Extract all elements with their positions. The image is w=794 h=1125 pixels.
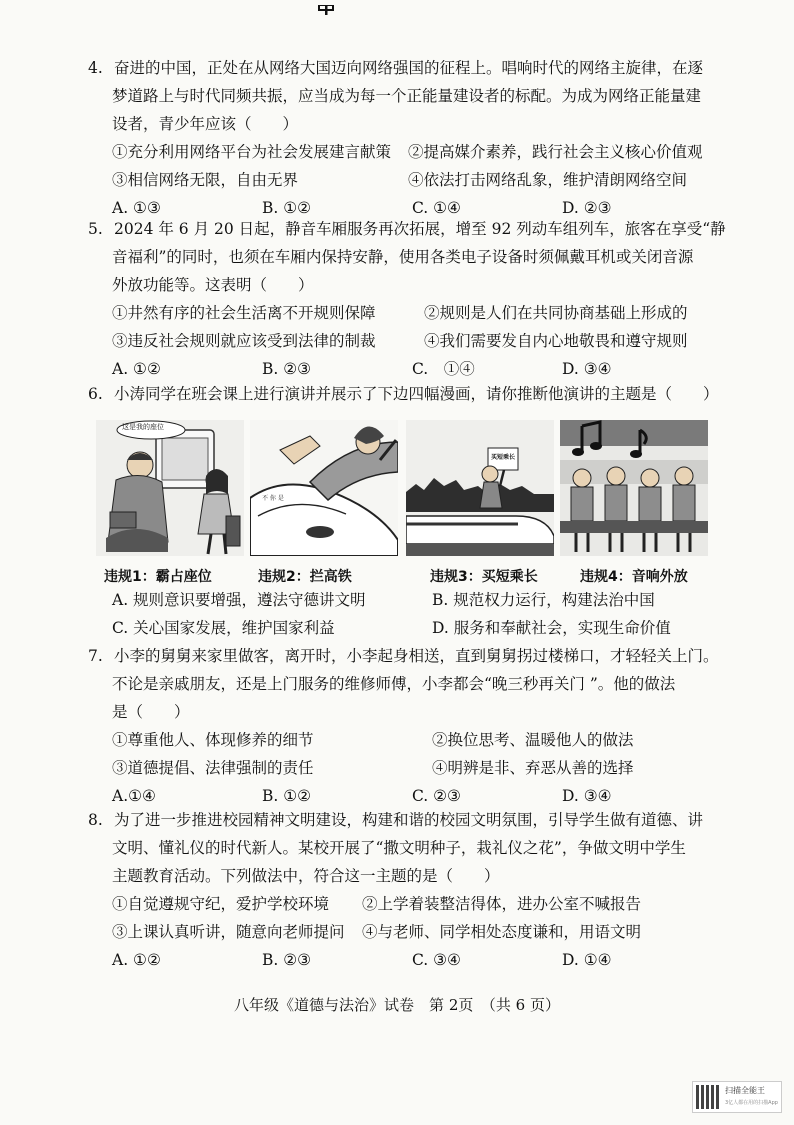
answer-option-b[interactable]: B. ①② [262, 787, 312, 805]
statement-2: ②规则是人们在共同协商基础上形成的 [424, 304, 688, 322]
statement-3: ③相信网络无限，自由无界 [112, 171, 299, 189]
question-stem-line: 奋进的中国，正处在从网络大国迈向网络强国的征程上。唱响时代的网络主旋律，在逐 [114, 59, 704, 77]
answer-option-c[interactable]: C. ①④ [412, 360, 475, 378]
statement-3: ③上课认真听讲，随意向老师提问 [112, 923, 345, 941]
question-number: 8. [88, 811, 103, 829]
statement-1: ①充分利用网络平台为社会发展建言献策 [112, 143, 392, 161]
answer-option-a[interactable]: A.①④ [112, 787, 156, 805]
comic-1-seat-hogging [96, 420, 244, 556]
comic-3-short-ticket [406, 420, 554, 556]
question-stem-line: 梦道路上与时代同频共振，应当成为每一个正能量建设者的标配。为成为网络正能量建 [112, 87, 702, 105]
question-stem-line: 主题教育活动。下列做法中，符合这一主题的是（ ） [112, 867, 500, 885]
svg-text:不 你 是: 不 你 是 [262, 495, 284, 502]
comic-4-loud-music [560, 420, 708, 556]
statement-4: ④与老师、同学相处态度谦和，用语文明 [362, 923, 642, 941]
answer-option-d[interactable]: D. ③④ [562, 787, 612, 805]
question-8 [88, 806, 728, 974]
scanner-watermark [692, 1081, 782, 1113]
answer-option-b[interactable]: B. ②③ [262, 951, 312, 969]
comic-caption-2: 违规2：拦高铁 [258, 569, 352, 585]
answer-option-c[interactable]: C. ①④ [412, 199, 461, 217]
question-stem-line: 小李的舅舅来家里做客，离开时，小李起身相送，直到舅舅拐过楼梯口，才轻轻关上门。 [114, 647, 719, 665]
question-4 [88, 54, 728, 222]
question-stem-line: 外放功能等。这表明（ ） [112, 276, 314, 294]
answer-option-a[interactable]: A. ①② [112, 360, 161, 378]
scanner-app-tagline: 3亿人都在用的扫描App [725, 1100, 778, 1106]
question-stem-line: 文明、懂礼仪的时代新人。某校开展了“撒文明种子，栽礼仪之花”，争做文明中学生 [112, 839, 686, 857]
comic-2-blocking-train [250, 420, 398, 556]
statement-2: ②提高媒介素养，践行社会主义核心价值观 [408, 143, 703, 161]
statement-2: ②换位思考、温暖他人的做法 [432, 731, 634, 749]
question-5 [88, 215, 728, 383]
answer-option-c[interactable]: C. ②③ [412, 787, 461, 805]
ticket-sign-text: 买短乘长 [490, 454, 515, 461]
question-stem-line: 音福利”的同时，也须在车厢内保持安静，使用各类电子设备时须佩戴耳机或关闭音源 [112, 248, 694, 266]
answer-option-d[interactable]: D. ③④ [562, 360, 612, 378]
answer-option-b[interactable]: B. ①② [262, 199, 312, 217]
statement-3: ③道德提倡、法律强制的责任 [112, 759, 314, 777]
statement-2: ②上学着装整洁得体，进办公室不喊报告 [362, 895, 642, 913]
question-stem-line: 是（ ） [112, 703, 190, 721]
answer-option-b[interactable]: B. ②③ [262, 360, 312, 378]
answer-option-c[interactable]: C. ③④ [412, 951, 461, 969]
question-stem-line: 2024 年 6 月 20 日起，静音车厢服务再次拓展，增至 92 列动车组列车，旅客在享受“静 [114, 220, 726, 238]
question-number: 6. [88, 385, 103, 403]
question-stem-line: 为了进一步推进校园精神文明建设，构建和谐的校园文明氛围，引导学生做有道德、讲 [114, 811, 704, 829]
answer-option-a[interactable]: A. 规则意识要增强，遵法守德讲文明 [112, 591, 366, 609]
statement-3: ③违反社会规则就应该受到法律的制裁 [112, 332, 376, 350]
question-stem-line: 设者，青少年应该（ ） [112, 115, 299, 133]
question-stem-line: 不论是亲戚朋友，还是上门服务的维修师傅，小李都会“晚三秒再关门 ”。他的做法 [112, 675, 676, 693]
statement-4: ④我们需要发自内心地敬畏和遵守规则 [424, 332, 688, 350]
comic-caption-1: 违规1：霸占座位 [104, 569, 212, 585]
question-number: 5. [88, 220, 103, 238]
comic-strip [96, 420, 706, 560]
question-6-options [88, 586, 728, 642]
question-number: 4. [88, 59, 103, 77]
answer-option-b[interactable]: B. 规范权力运行，构建法治中国 [432, 591, 655, 609]
scanner-app-name: 扫描全能王 [725, 1086, 765, 1095]
statement-1: ①井然有序的社会生活离不开规则保障 [112, 304, 376, 322]
question-7 [88, 642, 728, 810]
question-stem-line: 小涛同学在班会课上进行演讲并展示了下边四幅漫画，请你推断他演讲的主题是（ ） [114, 385, 719, 403]
page-top-cut-character [318, 0, 334, 10]
comic-caption-4: 违规4：音响外放 [580, 569, 688, 585]
answer-option-c[interactable]: C. 关心国家发展，维护国家利益 [112, 619, 335, 637]
statement-1: ①尊重他人、体现修养的细节 [112, 731, 314, 749]
answer-option-a[interactable]: A. ①② [112, 951, 161, 969]
statement-4: ④依法打击网络乱象，维护清朗网络空间 [408, 171, 688, 189]
answer-option-d[interactable]: D. 服务和奉献社会，实现生命价值 [432, 619, 671, 637]
answer-option-a[interactable]: A. ①③ [112, 199, 161, 217]
answer-option-d[interactable]: D. ②③ [562, 199, 612, 217]
comic-caption-3: 违规3：买短乘长 [430, 569, 538, 585]
speech-bubble-text: 这是我的座位 [122, 423, 164, 431]
qr-code-icon [696, 1085, 720, 1109]
answer-option-d[interactable]: D. ①④ [562, 951, 612, 969]
question-6 [88, 380, 728, 408]
page-footer: 八年级《道德与法治》试卷 第 2页 （共 6 页） [234, 996, 560, 1014]
question-number: 7. [88, 647, 103, 665]
statement-1: ①自觉遵规守纪，爱护学校环境 [112, 895, 330, 913]
statement-4: ④明辨是非、弃恶从善的选择 [432, 759, 634, 777]
